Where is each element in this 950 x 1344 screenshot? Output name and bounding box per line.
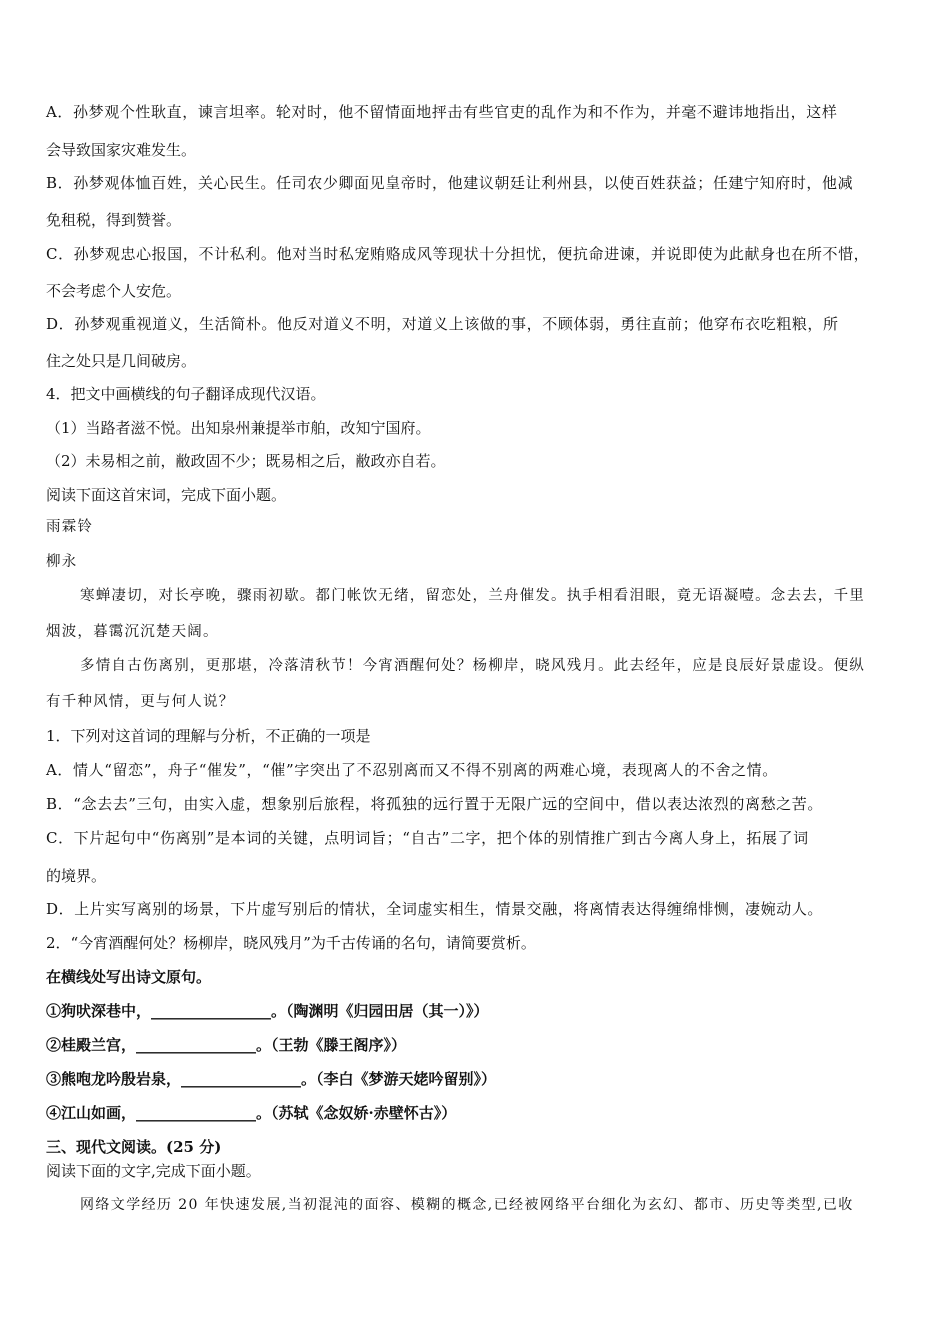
question-4-item-1: （1）当路者滋不悦。出知泉州兼提举市舶，改知宁国府。 (46, 419, 431, 437)
fill-in-item-2: ②桂殿兰宫，________________。（王勃《滕王阁序》） (46, 1036, 407, 1054)
section-3-heading: 三、现代文阅读。(25 分) (46, 1138, 222, 1156)
q1-option-c-line-1: C．下片起句中“伤离别”是本词的关键，点明词旨；“自古”二字，把个体的别情推广到古今离人身上，拓展了词 (46, 829, 809, 847)
poem-stanza-2-line-1: 多情自古伤离别，更那堪，冷落清秋节！今宵酒醒何处？杨柳岸，晓风残月。此去经年，应是良辰好景虚设。便纵 (80, 658, 865, 674)
fill-in-item-4: ④江山如画，________________。（苏轼《念奴娇·赤壁怀古》） (46, 1104, 457, 1122)
q1-option-c-line-2: 的境界。 (46, 867, 107, 885)
poem-author: 柳永 (46, 554, 78, 570)
section-3-intro: 阅读下面的文字,完成下面小题。 (46, 1162, 261, 1180)
option-a-line-1: A．孙梦观个性耿直，谏言坦率。轮对时，他不留情面地抨击有些官吏的乱作为和不作为，并毫不避讳地指出，这样 (46, 103, 838, 121)
option-d-line-1: D．孙梦观重视道义，生活简朴。他反对道义不明，对道义上该做的事，不顾体弱，勇往直前；他穿布衣吃粗粮，所 (46, 315, 839, 333)
q1-option-b: B．“念去去”三句，由实入虚，想象别后旅程，将孤独的远行置于无限广远的空间中，借以表达浓烈的离愁之苦。 (46, 795, 823, 813)
fill-in-heading: 在横线处写出诗文原句。 (46, 968, 212, 986)
poem-intro: 阅读下面这首宋词，完成下面小题。 (46, 486, 287, 504)
poem-stanza-1-line-1: 寒蝉凄切，对长亭晚，骤雨初歇。都门帐饮无绪，留恋处，兰舟催发。执手相看泪眼，竟无语凝噎。念去去，千里 (80, 588, 865, 604)
option-b-line-1: B．孙梦观体恤百姓，关心民生。任司农少卿面见皇帝时，他建议朝廷让利州县，以使百姓获益；任建宁知府时，他减 (46, 174, 854, 192)
poem-title: 雨霖铃 (46, 519, 94, 535)
poem-stanza-1-line-2: 烟波，暮霭沉沉楚天阔。 (46, 624, 219, 640)
option-b-line-2: 免租税，得到赞誉。 (46, 211, 182, 229)
poem-stanza-2-line-2: 有千种风情，更与何人说？ (46, 694, 235, 710)
section-3-paragraph-1: 网络文学经历 20 年快速发展,当初混沌的面容、模糊的概念,已经被网络平台细化为玄幻、都市、历史等类型,已收 (80, 1197, 854, 1213)
question-4: 4．把文中画横线的句子翻译成现代汉语。 (46, 385, 326, 403)
question-4-item-2: （2）未易相之前，敝政固不少；既易相之后，敝政亦自若。 (46, 452, 446, 470)
fill-in-item-1: ①狗吠深巷中，________________。（陶渊明《归园田居（其一）》） (46, 1002, 489, 1020)
q1-option-a: A．情人“留恋”，舟子“催发”，“催”字突出了不忍别离而又不得不别离的两难心境，表现离人的不舍之情。 (46, 761, 778, 779)
fill-in-item-3: ③熊咆龙吟殷岩泉，________________。（李白《梦游天姥吟留别》） (46, 1070, 497, 1088)
option-c-line-1: C．孙梦观忠心报国，不计私利。他对当时私宠贿赂成风等现状十分担忧，便抗命进谏，并说即使为此献身也在所不惜， (46, 245, 870, 263)
question-2: 2．“今宵酒醒何处？杨柳岸，晓风残月”为千古传诵的名句，请简要赏析。 (46, 934, 536, 952)
question-1: 1．下列对这首词的理解与分析，不正确的一项是 (46, 727, 371, 745)
q1-option-d: D．上片实写离别的场景，下片虚写别后的情状，全词虚实相生，情景交融，将离情表达得缠绵悱恻，凄婉动人。 (46, 900, 824, 918)
option-a-line-2: 会导致国家灾难发生。 (46, 141, 197, 159)
option-c-line-2: 不会考虑个人安危。 (46, 282, 182, 300)
option-d-line-2: 住之处只是几间破房。 (46, 352, 197, 370)
